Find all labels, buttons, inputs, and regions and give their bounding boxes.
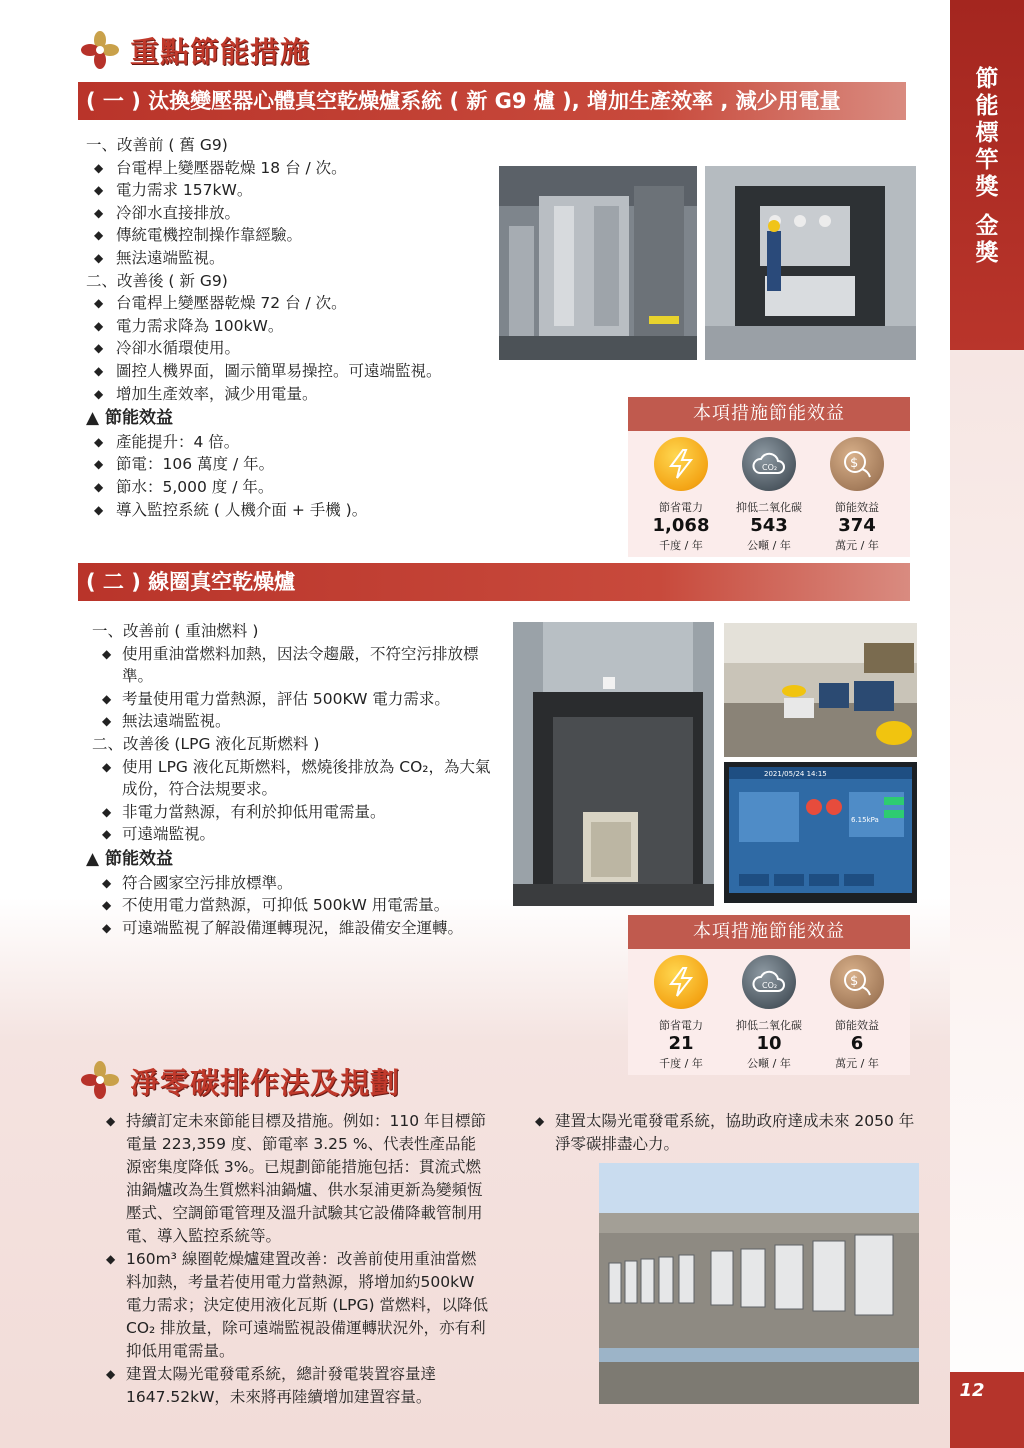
benefit-unit: 公噸 / 年 [747, 539, 791, 552]
after-heading: 二、改善後 (LPG 液化瓦斯燃料 ) [92, 734, 320, 753]
control-room-photo [724, 623, 917, 757]
improvement-list [86, 134, 486, 521]
benefit-card [628, 397, 910, 557]
flower-logo-icon [80, 1060, 120, 1100]
solar-inverters-photo [599, 1163, 919, 1404]
award-tab-char: 竿 [975, 147, 999, 173]
list-item: ◆ 符合國家空污排放標準。 [86, 872, 496, 895]
svg-text:$: $ [850, 974, 859, 989]
card-title: 本項措施節能效益 [628, 915, 910, 949]
list-item: ◆ 產能提升：4 倍。 [86, 431, 486, 454]
list-item: ◆ 可遠端監視了解設備運轉現況，維設備安全運轉。 [86, 917, 496, 940]
benefit-heading: ▲ 節能效益 [86, 408, 173, 429]
benefit-value: 543 [750, 515, 788, 536]
list-item: ◆ 冷卻水循環使用。 [86, 337, 486, 360]
benefit-co2 [732, 437, 806, 553]
list-item: ◆ 不使用電力當熱源，可抑低 500kW 用電需量。 [86, 894, 496, 917]
award-tab-char: 節 [975, 66, 999, 92]
list-item: ◆ 無法遠端監視。 [86, 710, 496, 733]
page-number: 12 [952, 1378, 992, 1403]
benefit-savings [820, 437, 894, 553]
award-level-char: 金 [975, 213, 999, 239]
net-zero-list-left [104, 1110, 490, 1409]
benefit-label: 節能效益 [835, 1019, 879, 1032]
benefit-heading: ▲ 節能效益 [86, 848, 173, 869]
screen-timestamp: 2021/05/24 14:15 [764, 770, 827, 778]
net-zero-list-right [533, 1110, 923, 1156]
benefit-card [628, 915, 910, 1075]
lightning-icon [654, 955, 708, 1009]
benefit-label: 節能效益 [835, 501, 879, 514]
svg-text:$: $ [850, 456, 859, 471]
flower-logo-icon [80, 30, 120, 70]
list-item: ◆ 電力需求 157kW。 [86, 179, 486, 202]
benefit-co2 [732, 955, 806, 1071]
award-tab [950, 0, 1024, 350]
benefit-unit: 萬元 / 年 [835, 1057, 879, 1070]
benefit-unit: 公噸 / 年 [747, 1057, 791, 1070]
card-title: 本項措施節能效益 [628, 397, 910, 431]
lightning-icon [654, 437, 708, 491]
section-title: 淨零碳排作法及規劃 [130, 1066, 401, 1100]
list-item: ◆ 可遠端監視。 [86, 823, 496, 846]
list-item: ◆ 160m³ 線圈乾燥爐建置改善：改善前使用重油當燃料加熱，考量若使用電力當熱源，將增加約500kW 電力需求；決定使用液化瓦斯 (LPG) 當燃料，以降低 CO₂ 排放量，除可遠端監視設備運轉狀況外，亦有利抑低用電需量。 [104, 1248, 490, 1363]
benefit-value: 6 [850, 1033, 864, 1054]
money-icon [830, 955, 884, 1009]
furnace-photo-old [499, 166, 697, 360]
benefit-label: 抑低二氧化碳 [736, 501, 802, 514]
benefit-value: 1,068 [652, 515, 710, 536]
list-item: ◆ 持續訂定未來節能目標及措施。例如：110 年目標節電量 223,359 度、節電率 3.25 %、代表性產品能源密集度降低 3%。已規劃節能措施包括：貫流式燃油鍋爐改為生質燃料油鍋爐、供水泵浦更新為變頻恆壓式、空調節電管理及溫升試驗其它設備降載管制用電、導入監控系統等。 [104, 1110, 490, 1248]
benefit-value: 21 [668, 1033, 694, 1054]
section-title: 重點節能措施 [130, 35, 311, 69]
screen-reading: 6.15kPa [851, 816, 879, 824]
before-heading: 一、改善前 ( 舊 G9) [86, 136, 228, 154]
list-item: ◆ 節電：106 萬度 / 年。 [86, 453, 486, 476]
benefit-savings [820, 955, 894, 1071]
list-item: ◆ 增加生產效率，減少用電量。 [86, 383, 486, 406]
list-item: ◆ 節水：5,000 度 / 年。 [86, 476, 486, 499]
benefit-electricity [644, 437, 718, 553]
list-item: ◆ 考量使用電力當熱源，評估 500KW 電力需求。 [86, 688, 496, 711]
co2-cloud-icon [742, 437, 796, 491]
list-item: ◆ 建置太陽光電發電系統，協助政府達成未來 2050 年淨零碳排盡心力。 [533, 1110, 923, 1156]
list-item: ◆ 台電桿上變壓器乾燥 18 台 / 次。 [86, 157, 486, 180]
list-item: ◆ 傳統電機控制操作靠經驗。 [86, 224, 486, 247]
subsection-heading: ( 二 ) 線圈真空乾燥爐 [78, 563, 910, 601]
list-item: ◆ 建置太陽光電發電系統，總計發電裝置容量達1647.52kW，未來將再陸續增加建置容量。 [104, 1363, 490, 1409]
benefit-electricity [644, 955, 718, 1071]
list-item: ◆ 導入監控系統 ( 人機介面 + 手機 )。 [86, 499, 486, 522]
list-item: ◆ 非電力當熱源，有利於抑低用電需量。 [86, 801, 496, 824]
award-tab-char: 獎 [975, 174, 999, 200]
award-tab-char: 標 [975, 120, 999, 146]
award-level-char: 獎 [975, 240, 999, 266]
improvement-list [86, 620, 496, 939]
benefit-label: 節省電力 [659, 1019, 703, 1032]
list-item: ◆ 圖控人機界面，圖示簡單易操控。可遠端監視。 [86, 360, 486, 383]
after-heading: 二、改善後 ( 新 G9) [86, 271, 228, 290]
award-tab-char: 能 [975, 93, 999, 119]
benefit-label: 節省電力 [659, 501, 703, 514]
benefit-unit: 千度 / 年 [659, 1057, 703, 1070]
svg-text:CO₂: CO₂ [762, 463, 778, 472]
before-heading: 一、改善前 ( 重油燃料 ) [92, 622, 259, 640]
list-item: ◆ 台電桿上變壓器乾燥 72 台 / 次。 [86, 292, 486, 315]
money-icon [830, 437, 884, 491]
list-item: ◆ 使用重油當燃料加熱，因法令趨嚴，不符空污排放標準。 [86, 643, 496, 688]
furnace-photo-new [705, 166, 916, 360]
coil-furnace-photo [513, 622, 714, 906]
benefit-value: 374 [838, 515, 876, 536]
list-item: ◆ 冷卻水直接排放。 [86, 202, 486, 225]
subsection-heading: ( 一 ) 汰換變壓器心體真空乾燥爐系統 ( 新 G9 爐 ), 增加生產效率 , 減少用電量 [78, 82, 906, 120]
benefit-value: 10 [756, 1033, 782, 1054]
benefit-unit: 萬元 / 年 [835, 539, 879, 552]
hmi-screen-photo [724, 762, 917, 903]
co2-cloud-icon [742, 955, 796, 1009]
benefit-label: 抑低二氧化碳 [736, 1019, 802, 1032]
list-item: ◆ 使用 LPG 液化瓦斯燃料，燃燒後排放為 CO₂，為大氣成份，符合法規要求。 [86, 756, 496, 801]
benefit-unit: 千度 / 年 [659, 539, 703, 552]
svg-text:CO₂: CO₂ [762, 981, 778, 990]
list-item: ◆ 無法遠端監視。 [86, 247, 486, 270]
list-item: ◆ 電力需求降為 100kW。 [86, 315, 486, 338]
